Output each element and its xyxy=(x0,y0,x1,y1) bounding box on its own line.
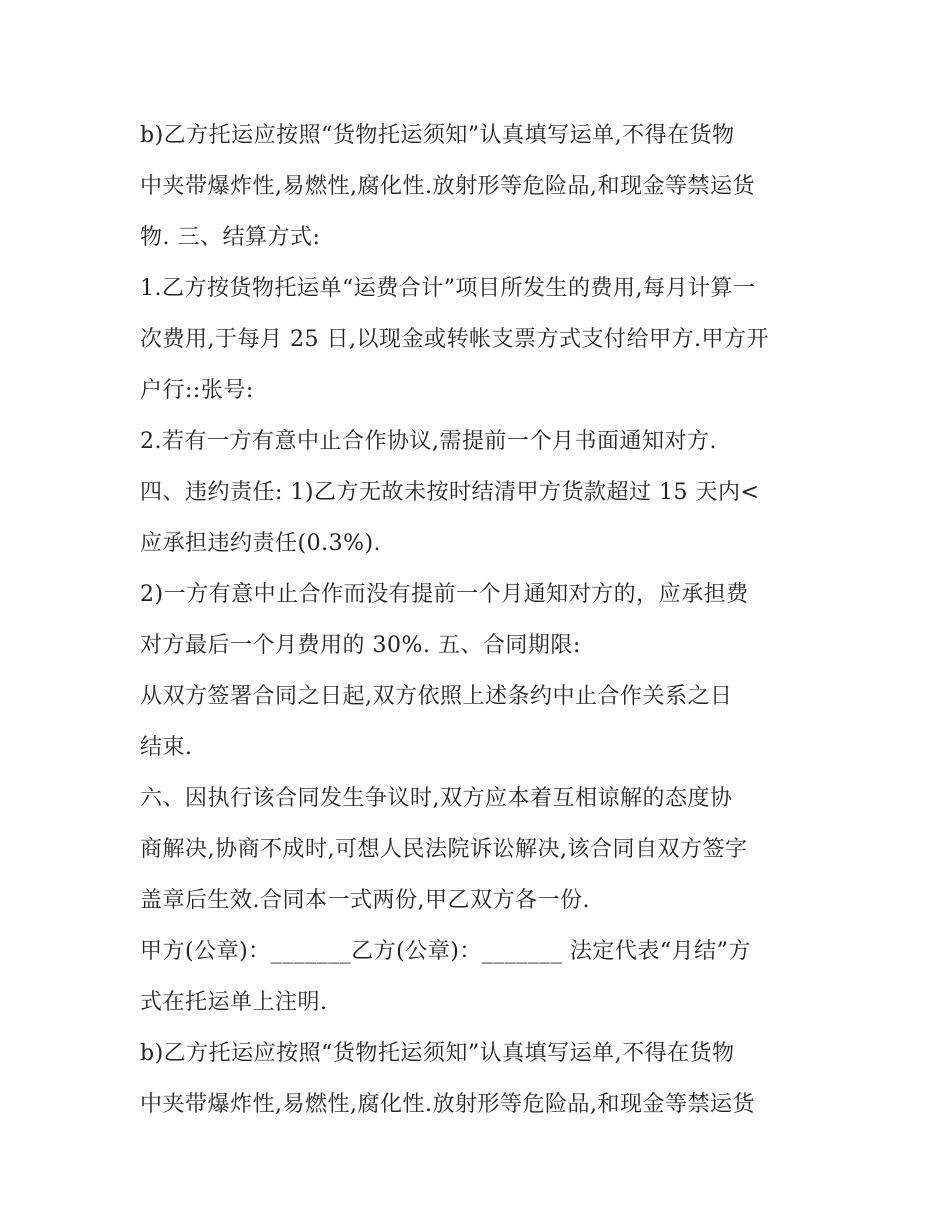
text-line: 物. 三、结算方式: xyxy=(140,225,321,250)
text-line: b)乙方托运应按照“货物托运须知”认真填写运单,不得在货物 xyxy=(140,123,735,148)
text-line: 从双方签署合同之日起,双方依照上述条约中止合作关系之日 xyxy=(140,684,733,709)
text-line: 2.若有一方有意中止合作协议,需提前一个月书面通知对方. xyxy=(140,429,717,454)
text-line: 应承担违约责任(0.3%). xyxy=(140,531,382,556)
text-line: 次费用,于每月 25 日,以现金或转帐支票方式支付给甲方.甲方开 xyxy=(140,327,769,352)
text-line: 对方最后一个月费用的 30%. 五、合同期限: xyxy=(140,633,581,658)
signature-line: 甲方(公章)：_______乙方(公章)：_______ 法定代表“月结”方 xyxy=(140,939,751,964)
text-line: 中夹带爆炸性,易燃性,腐化性.放射形等危险品,和现金等禁运货 xyxy=(140,1092,755,1117)
text-line: 中夹带爆炸性,易燃性,腐化性.放射形等危险品,和现金等禁运货 xyxy=(140,174,755,199)
text-line: 户行::张号: xyxy=(140,378,254,403)
text-line: 2)一方有意中止合作而没有提前一个月通知对方的，应承担费 xyxy=(140,582,749,607)
text-line: 四、违约责任: 1)乙方无故未按时结清甲方货款超过 15 天内< xyxy=(140,480,760,505)
text-line: 式在托运单上注明. xyxy=(140,990,328,1015)
text-line: b)乙方托运应按照“货物托运须知”认真填写运单,不得在货物 xyxy=(140,1041,735,1066)
contract-text xyxy=(140,110,830,1130)
text-line: 结束. xyxy=(140,735,193,760)
text-line: 商解决,协商不成时,可想人民法院诉讼解决,该合同自双方签字 xyxy=(140,837,748,862)
text-line: 1.乙方按货物托运单“运费合计”项目所发生的费用,每月计算一 xyxy=(140,276,756,301)
text-line: 六、因执行该合同发生争议时,双方应本着互相谅解的态度协 xyxy=(140,786,733,811)
text-line: 盖章后生效.合同本一式两份,甲乙双方各一份. xyxy=(140,888,590,913)
